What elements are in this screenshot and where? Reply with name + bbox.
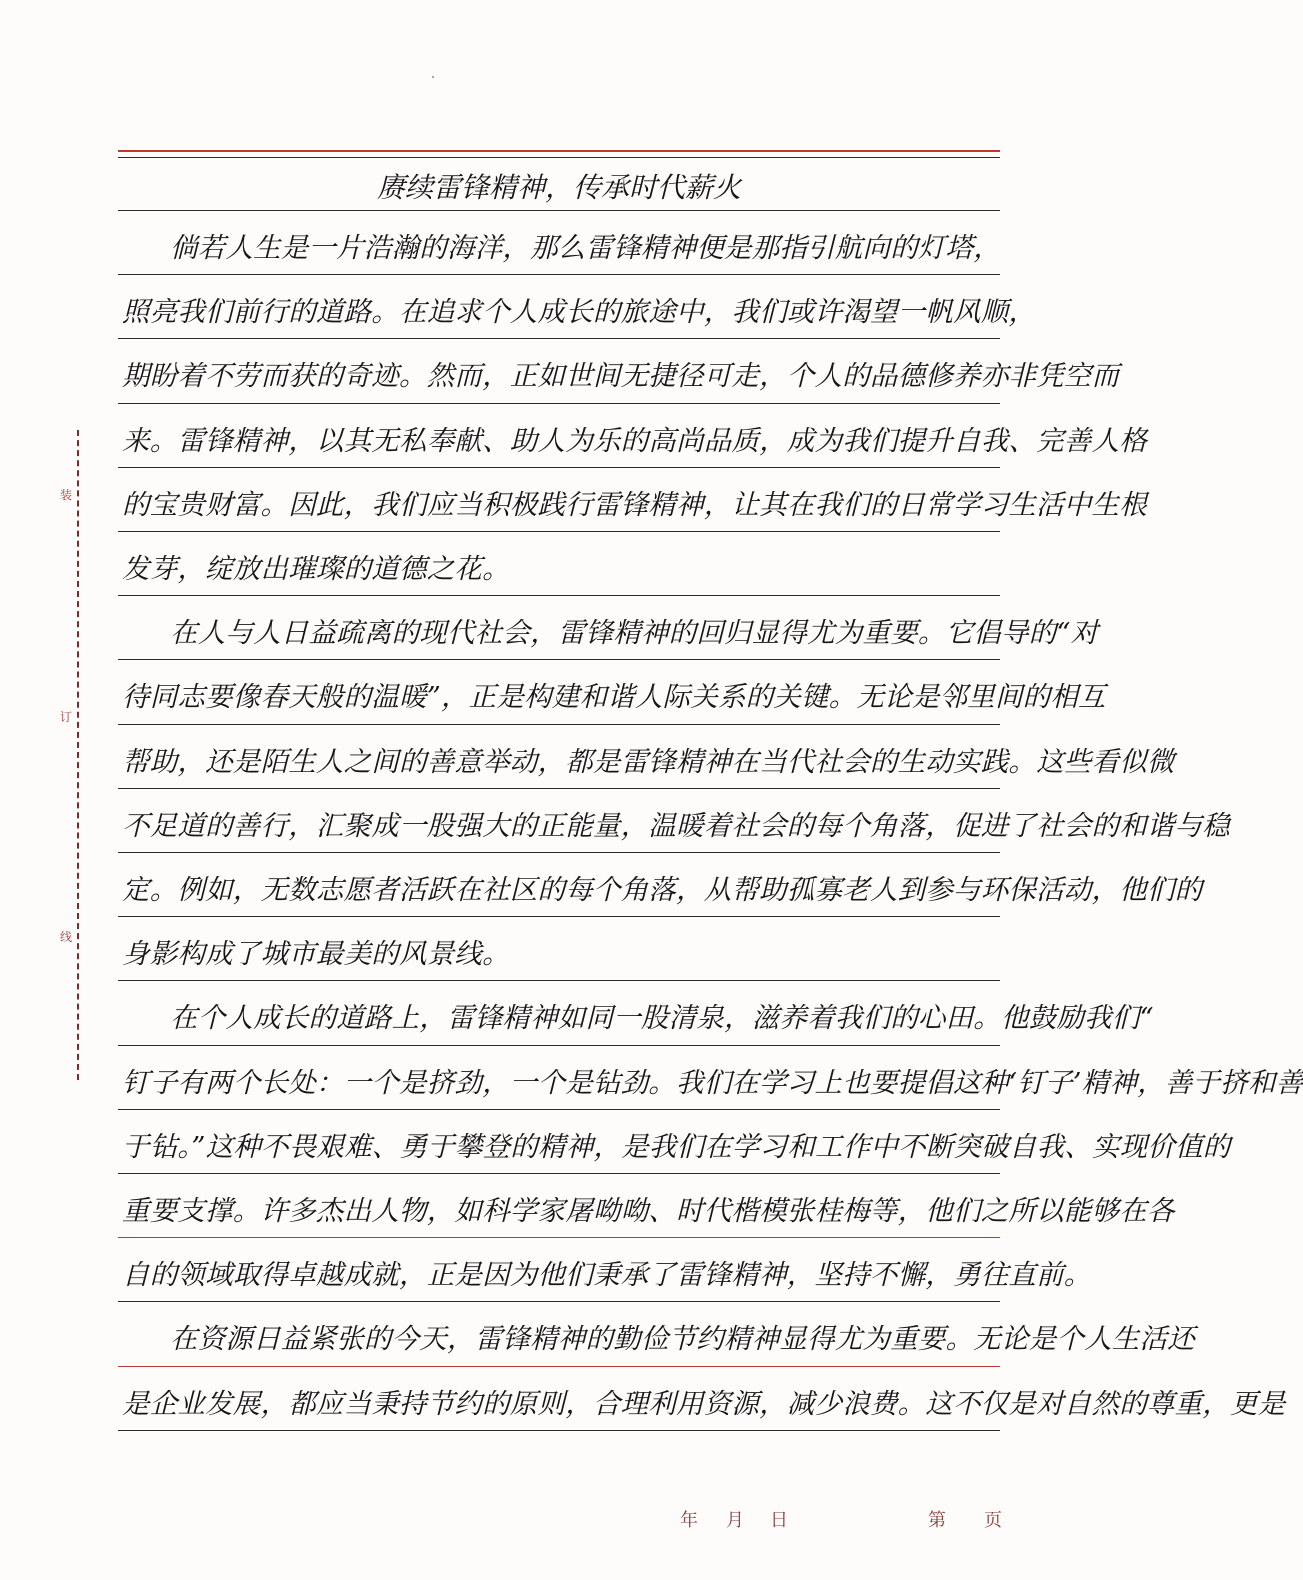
essay-title: 赓续雷锋精神，传承时代薪火 — [376, 171, 741, 204]
paper-speck — [432, 76, 434, 78]
rule-line — [118, 403, 1000, 404]
rule-line — [118, 1430, 1000, 1431]
essay-line: 在个人成长的道路上，雷锋精神如同一股清泉，滋养着我们的心田。他鼓励我们“ — [170, 1002, 1154, 1035]
rule-line — [118, 1109, 1000, 1110]
essay-line: 在人与人日益疏离的现代社会，雷锋精神的回归显得尤为重要。它倡导的“对 — [170, 617, 1099, 650]
essay-line: 照亮我们前行的道路。在追求个人成长的旅途中，我们或许渴望一帆风顺， — [122, 296, 1037, 329]
rule-line — [118, 531, 1000, 532]
rule-line — [118, 1173, 1000, 1174]
binding-label-top: 装 — [60, 488, 73, 502]
essay-line: 的宝贵财富。因此，我们应当积极践行雷锋精神，让其在我们的日常学习生活中生根 — [122, 488, 1147, 521]
binding-dashed-line — [77, 430, 79, 1080]
rule-line — [118, 1366, 1000, 1367]
essay-line: 自的领域取得卓越成就，正是因为他们秉承了雷锋精神，坚持不懈，勇往直前。 — [122, 1259, 1092, 1292]
rule-line — [118, 724, 1000, 725]
footer-page-prefix: 第 — [928, 1510, 946, 1531]
top-red-rule — [118, 150, 1000, 152]
essay-line: 钉子有两个长处：一个是挤劲，一个是钻劲。我们在学习上也要提倡这种‘钉子’精神，善于挤和善 — [122, 1066, 1303, 1099]
rule-line — [118, 210, 1000, 211]
rule-line — [118, 852, 1000, 853]
rule-line — [118, 467, 1000, 468]
essay-line: 重要支撑。许多杰出人物，如科学家屠呦呦、时代楷模张桂梅等，他们之所以能够在各 — [122, 1195, 1175, 1227]
essay-line: 身影构成了城市最美的风景线。 — [122, 938, 510, 971]
binding-label-bottom: 线 — [60, 930, 73, 944]
essay-line: 在资源日益紧张的今天，雷锋精神的勤俭节约精神显得尤为重要。无论是个人生活还 — [170, 1323, 1195, 1356]
essay-line: 来。雷锋精神，以其无私奉献、助人为乐的高尚品质，成为我们提升自我、完善人格 — [122, 424, 1147, 457]
rule-line — [118, 274, 1000, 275]
essay-line: 发芽，绽放出璀璨的道德之花。 — [122, 553, 510, 585]
essay-line: 是企业发展，都应当秉持节约的原则，合理利用资源，减少浪费。这不仅是对自然的尊重，更是 — [122, 1387, 1286, 1420]
rule-line — [118, 980, 1000, 981]
essay-line: 于钻。”这种不畏艰难、勇于攀登的精神，是我们在学习和工作中不断突破自我、实现价值的 — [122, 1130, 1231, 1163]
rule-line — [118, 659, 1000, 660]
footer-day: 日 — [770, 1510, 788, 1531]
rule-line — [118, 788, 1000, 789]
essay-line: 倘若人生是一片浩瀚的海洋，那么雷锋精神便是那指引航向的灯塔， — [170, 232, 1001, 264]
rule-line — [118, 338, 1000, 339]
essay-line: 期盼着不劳而获的奇迹。然而，正如世间无捷径可走，个人的品德修养亦非凭空而 — [122, 360, 1120, 393]
rule-line — [118, 1237, 1000, 1238]
rule-line — [118, 595, 1000, 596]
rule-line — [118, 1045, 1000, 1046]
rule-line — [118, 1301, 1000, 1302]
essay-line: 定。例如，无数志愿者活跃在社区的每个角落，从帮助孤寡老人到参与环保活动，他们的 — [122, 874, 1203, 906]
essay-line: 不足道的善行，汇聚成一股强大的正能量，温暖着社会的每个角落，促进了社会的和谐与稳 — [122, 809, 1230, 842]
essay-line: 帮助，还是陌生人之间的善意举动，都是雷锋精神在当代社会的生动实践。这些看似微 — [122, 745, 1175, 778]
footer-year: 年 — [680, 1510, 698, 1531]
footer-month: 月 — [726, 1510, 744, 1531]
rule-line — [118, 916, 1000, 917]
top-black-rule — [118, 157, 1000, 158]
essay-line: 待同志要像春天般的温暖”，正是构建和谐人际关系的关键。无论是邻里间的相互 — [122, 681, 1106, 714]
binding-label-middle: 订 — [60, 710, 73, 724]
footer-page-suffix: 页 — [984, 1510, 1002, 1531]
